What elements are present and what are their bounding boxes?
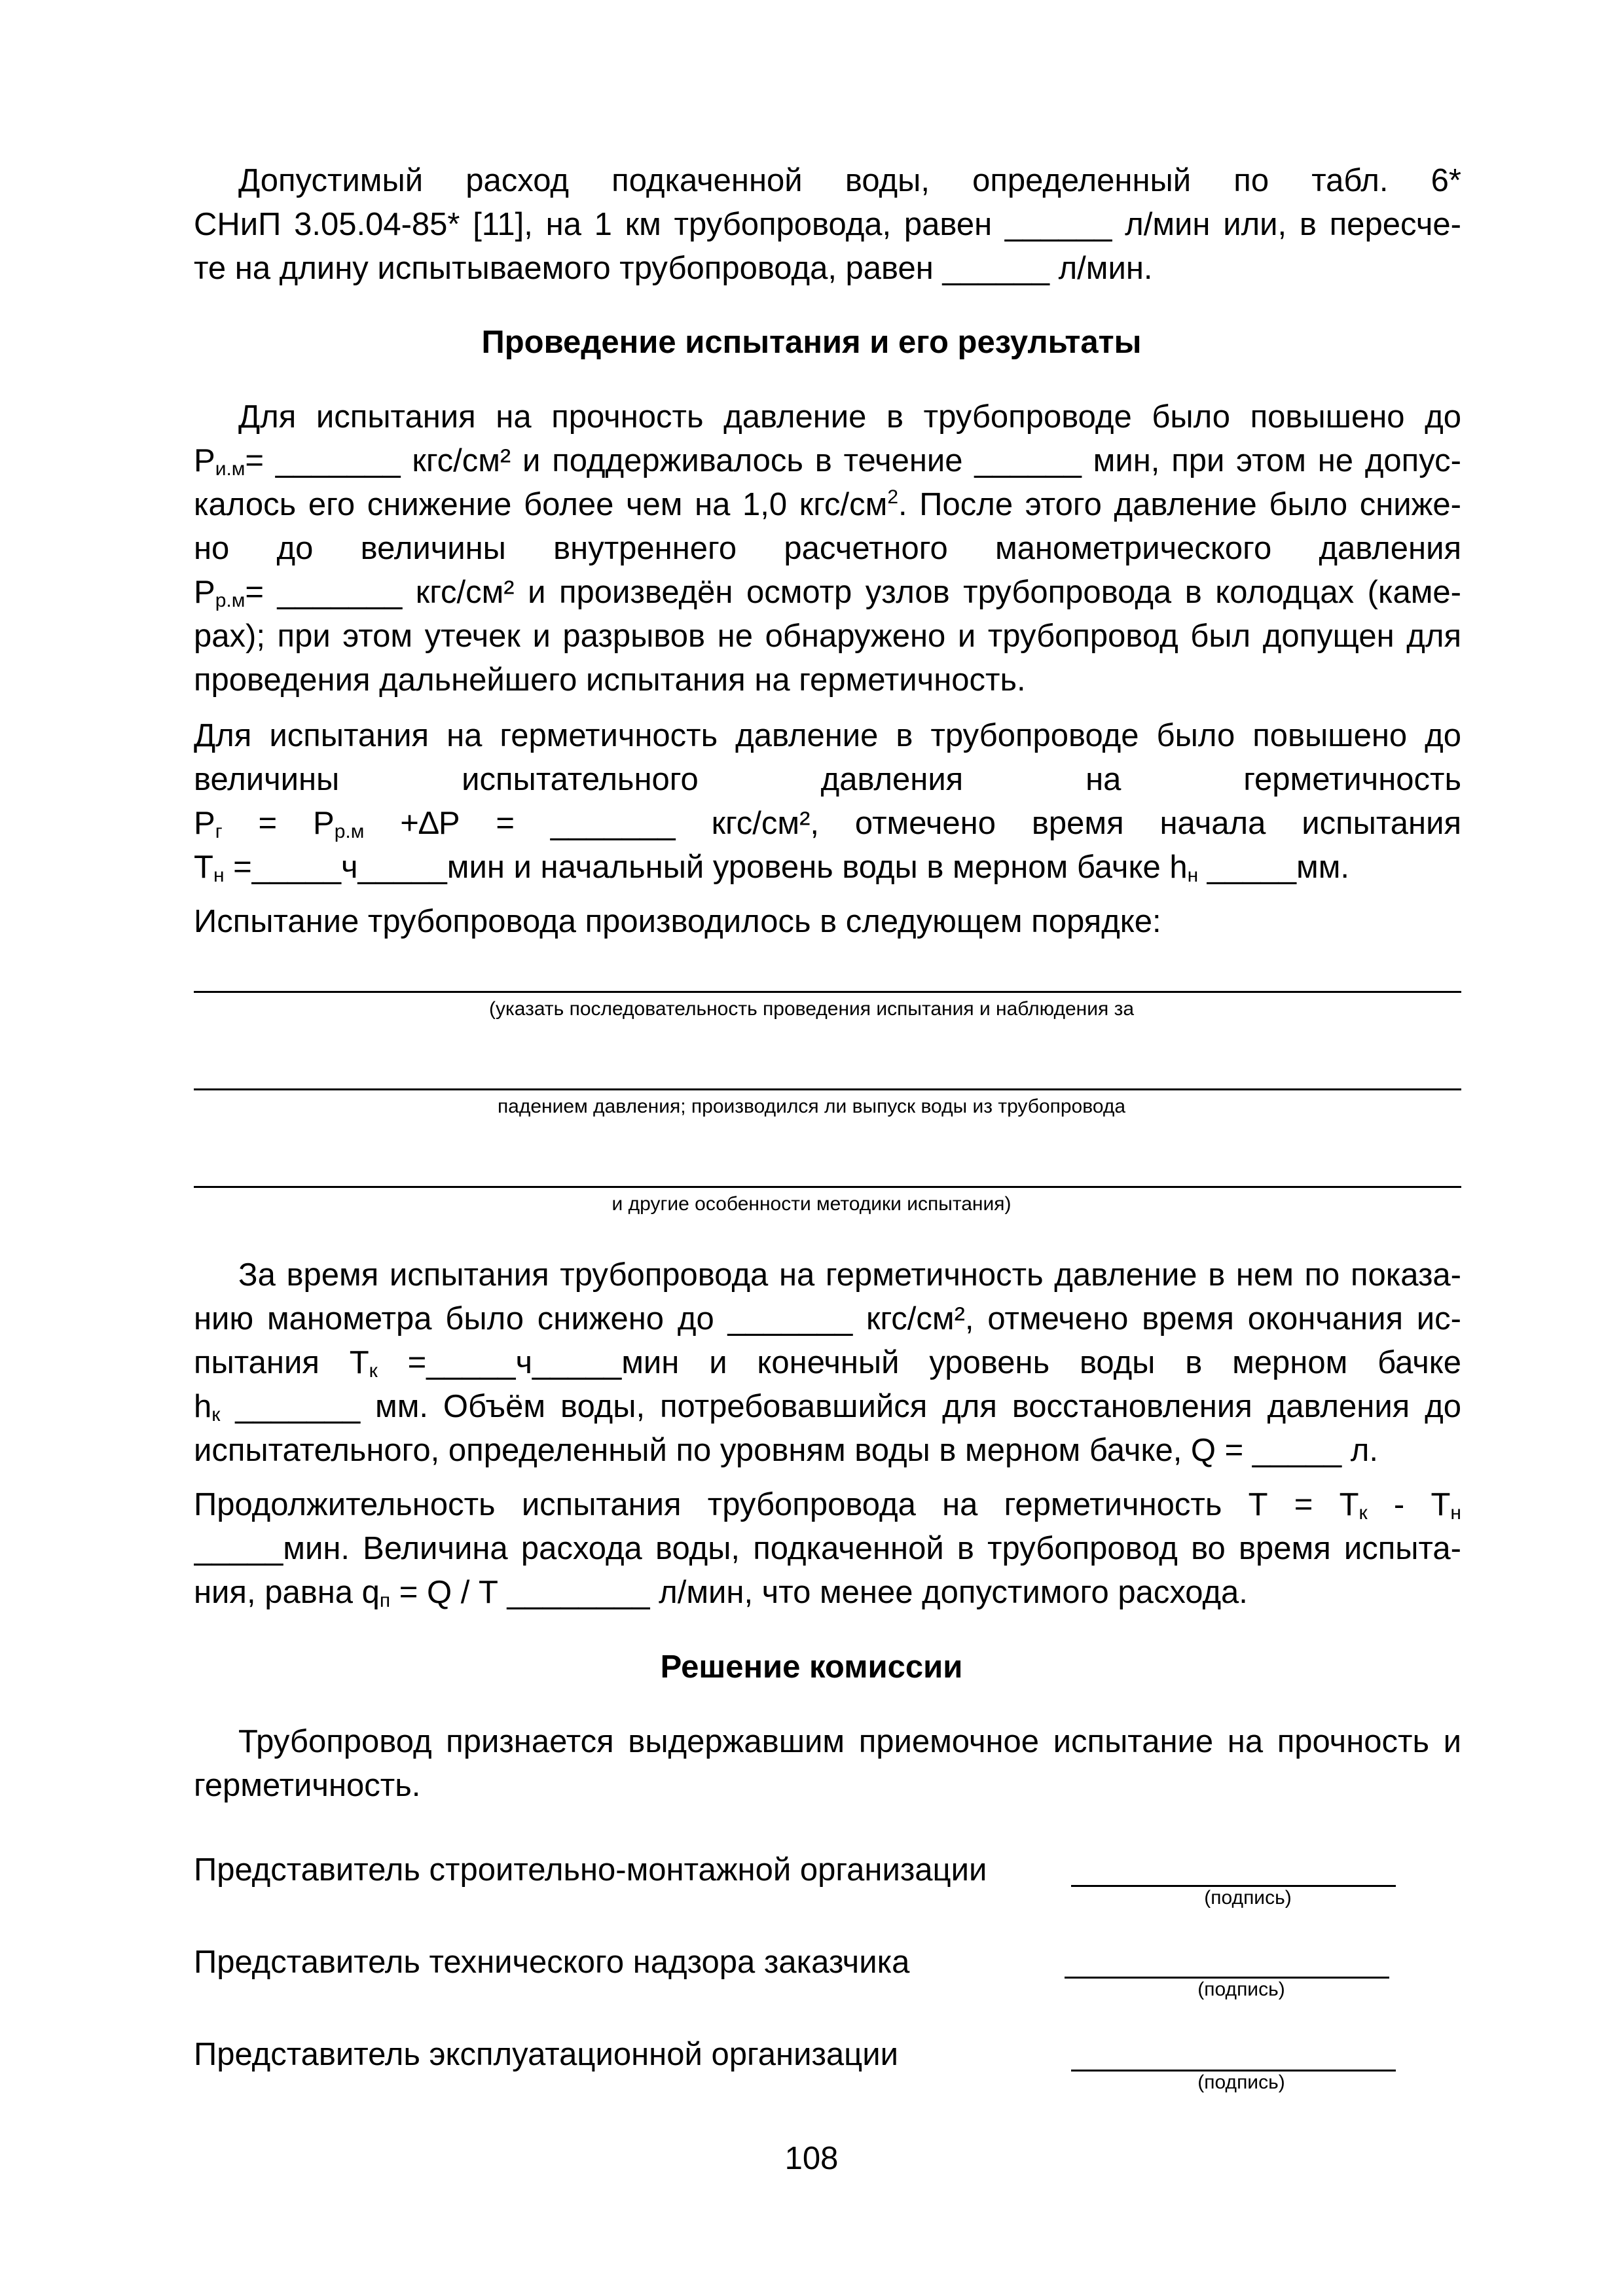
signature-caption: (подпись) [1197,2072,1285,2093]
fill-line [194,1186,1461,1188]
during-line: нию манометра было снижено до _______ кгс/см², отмечено время окончания ис- [194,1301,1461,1336]
tightness-line: величины испытательного давления на герметичность [194,762,1461,797]
fill-line-caption: падением давления; производился ли выпуск воды из трубопровода [497,1096,1126,1117]
decision-line: герметичность. [194,1768,421,1803]
duration-line: _____мин. Величина расхода воды, подкаченной в трубопровод во время испыта- [194,1531,1461,1566]
tightness-line: $Р_г = Р_{р.м} +\Delta Р$ = _______ кгс/см², отмечено время начала испытания [194,806,1461,842]
duration-line: Продолжительность испытания трубопровода на герметичность $Т = Т_к - Т_н$ [194,1487,1461,1524]
signature-label: Представитель эксплуатационной организации [194,2037,898,2072]
decision-line: Трубопровод признается выдержавшим приемочное испытание на прочность и [238,1724,1461,1759]
section-heading-decision: Решение комиссии [660,1649,963,1685]
strength-line: но до величины внутреннего расчетного манометрического давления [194,531,1461,566]
strength-line: проведения дальнейшего испытания на герметичность. [194,662,1026,698]
signature-caption: (подпись) [1197,1979,1285,2000]
signature-label: Представитель технического надзора заказчика [194,1945,910,1980]
strength-line: $Р_{и.м}=$ _______ кгс/см² и поддерживалось в течение ______ мин, при этом не допус- [194,443,1461,480]
during-line: $h_к$ _______ мм. Объём воды, потребовавшийся для восстановления давления до [194,1389,1461,1426]
strength-line: Для испытания на прочность давление в трубопроводе было повышено до [238,399,1461,435]
during-line: испытательного, определенный по уровням воды в мерном бачке, Q = _____ л. [194,1433,1378,1468]
duration-line: ния, равна $q_п = Q / Т$ ________ л/мин, что менее допустимого расхода. [194,1575,1248,1611]
strength-line: рах); при этом утечек и разрывов не обнаружено и трубопровод был допущен для [194,619,1461,654]
signature-label: Представитель строительно-монтажной организации [194,1852,987,1888]
tightness-line: $Т_н$ =_____ч_____мин и начальный уровень воды в мерном бачке $h_н$ _____мм. [194,850,1350,886]
fill-line [194,1088,1461,1090]
section-heading-test: Проведение испытания и его результаты [481,325,1142,360]
strength-line: $Р_{р.м}=$ _______ кгс/см² и произведён осмотр узлов трубопровода в колодцах (каме- [194,575,1461,611]
intro-line: СНиП 3.05.04-85* [11], на 1 км трубопровода, равен ______ л/мин или, в пересче- [194,207,1461,242]
signature-caption: (подпись) [1204,1887,1292,1909]
intro-line: Допустимый расход подкаченной воды, определенный по табл. 6* [238,163,1461,198]
during-line: пытания $Т_к$ =_____ч_____мин и конечный уровень воды в мерном бачке [194,1345,1461,1382]
tightness-line: Для испытания на герметичность давление в трубопроводе было повышено до [194,718,1461,753]
intro-line: те на длину испытываемого трубопровода, равен ______ л/мин. [194,251,1153,286]
fill-line [194,991,1461,993]
fill-line-caption: и другие особенности методики испытания) [611,1193,1012,1215]
during-line: За время испытания трубопровода на герметичность давление в нем по показа- [238,1257,1461,1293]
page-number: 108 [784,2141,839,2176]
fill-line-caption: (указать последовательность проведения испытания и наблюдения за [488,998,1135,1020]
strength-line: калось его снижение более чем на 1,0 кгс/$см^2$. После этого давление было сниже- [194,486,1461,522]
order-text: Испытание трубопровода производилось в следующем порядке: [194,904,1161,939]
